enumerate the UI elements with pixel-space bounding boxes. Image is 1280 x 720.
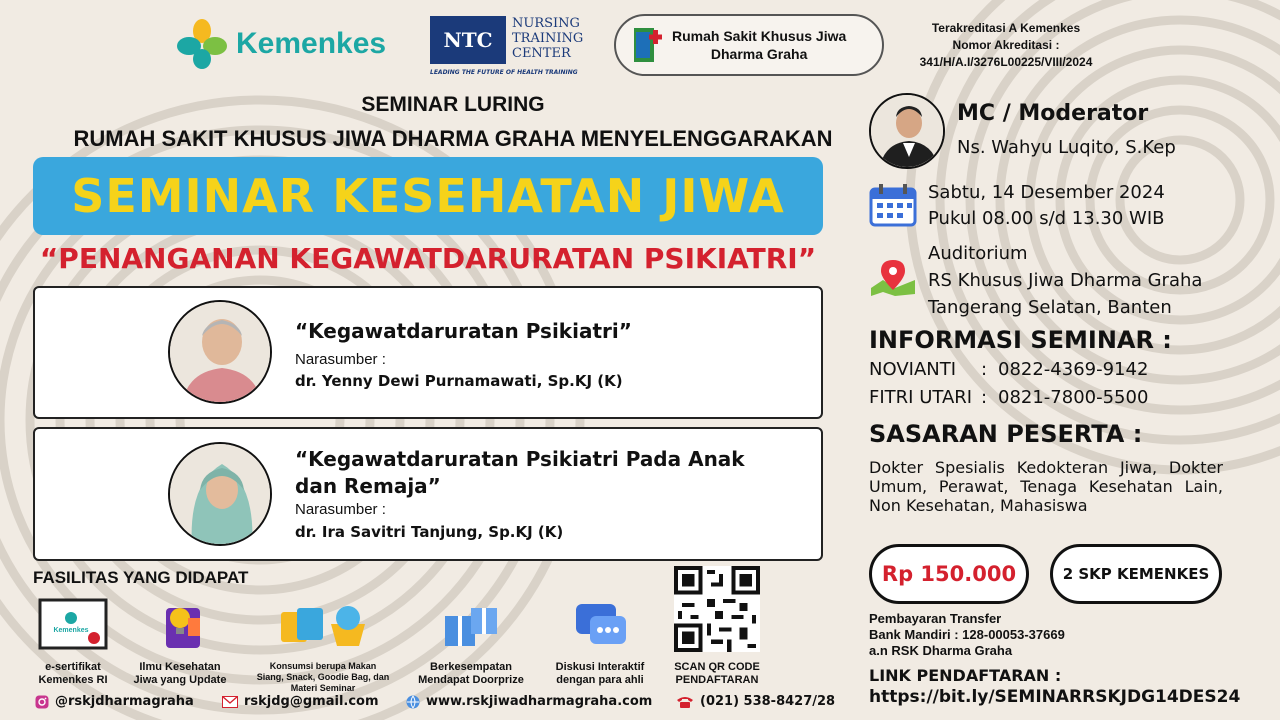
globe-icon xyxy=(406,695,420,709)
qr-code-icon[interactable] xyxy=(674,566,760,652)
hospital-badge xyxy=(614,14,884,76)
location-pin-icon xyxy=(869,258,917,298)
facility-doorprize xyxy=(406,598,536,687)
facility-label-1b: Kemenkes RI xyxy=(38,674,108,686)
speaker-card-2 xyxy=(33,427,823,561)
account-holder: a.n RSK Dharma Graha xyxy=(869,643,1013,658)
ntc-tagline: LEADING THE FUTURE OF HEALTH TRAINING xyxy=(430,69,578,76)
ntc-line-2: TRAINING xyxy=(512,31,584,46)
ntc-emblem: NTC xyxy=(430,16,506,64)
info-title: INFORMASI SEMINAR : xyxy=(869,326,1172,354)
speaker-1-photo xyxy=(168,300,272,404)
facility-consumption xyxy=(244,598,402,694)
facility-certificate xyxy=(26,598,120,687)
ntc-logo xyxy=(430,16,584,76)
location-line-3: Tangerang Selatan, Banten xyxy=(928,297,1172,318)
gift-icon xyxy=(439,598,503,650)
facility-label-3c: Materi Seminar xyxy=(290,683,356,693)
certificate-icon-label: Kemenkes xyxy=(53,627,89,634)
qr-label-1: SCAN QR CODE xyxy=(674,661,760,673)
facility-discussion xyxy=(538,598,662,687)
food-bag-icon xyxy=(273,598,373,650)
facility-label-2b: Jiwa yang Update xyxy=(133,674,227,686)
target-audience-text: Dokter Spesialis Kedokteran Jiwa, Dokter Umum, Perawat, Tenaga Kesehatan Lain, Non Kesehatan, Mahasiswa xyxy=(869,458,1223,515)
speaker-2-name: dr. Ira Savitri Tanjung, Sp.KJ (K) xyxy=(295,523,564,541)
speaker-1-name: dr. Yenny Dewi Purnamawati, Sp.KJ (K) xyxy=(295,372,623,390)
ntc-line-1: NURSING xyxy=(512,16,580,31)
skp-badge: 2 SKP KEMENKES xyxy=(1050,544,1222,604)
main-title-banner xyxy=(33,157,823,235)
payment-info xyxy=(869,611,1065,659)
telephone-icon xyxy=(676,695,694,709)
moderator-name: Ns. Wahyu Luqito, S.Kep xyxy=(957,137,1176,158)
contact-2-phone: 0821-7800-5500 xyxy=(998,387,1149,408)
seminar-type: SEMINAR LURING xyxy=(361,93,545,116)
facilities-title: FASILITAS YANG DIDAPAT xyxy=(33,568,249,587)
facility-label-5a: Diskusi Interaktif xyxy=(555,661,645,673)
bank-account: Bank Mandiri : 128-00053-37669 xyxy=(869,627,1065,642)
contact-2-separator: : xyxy=(981,387,988,408)
event-date: Sabtu, 14 Desember 2024 xyxy=(928,182,1165,203)
facility-label-1a: e-sertifikat xyxy=(45,661,101,673)
organizer-line: RUMAH SAKIT KHUSUS JIWA DHARMA GRAHA MENYELENGGARAKAN xyxy=(73,126,833,151)
chat-bubble-icon xyxy=(568,598,632,650)
mail-icon xyxy=(222,696,238,708)
footer-email[interactable] xyxy=(222,694,379,709)
email-address: rskjdg@gmail.com xyxy=(244,694,379,709)
hospital-logo-icon xyxy=(634,26,664,64)
ntc-line-3: CENTER xyxy=(512,46,571,61)
certificate-icon xyxy=(38,598,108,650)
website-url: www.rskjiwadharmagraha.com xyxy=(426,694,653,709)
kemenkes-wordmark: Kemenkes xyxy=(236,27,387,60)
accreditation-info xyxy=(886,20,1126,71)
hospital-name-line-1: Rumah Sakit Khusus Jiwa xyxy=(672,28,847,44)
accreditation-line-2: Nomor Akreditasi : xyxy=(952,38,1060,52)
speaker-1-label: Narasumber : xyxy=(295,351,386,368)
main-title: SEMINAR KESEHATAN JIWA xyxy=(71,169,785,223)
footer-phone[interactable] xyxy=(676,694,835,709)
registration-link[interactable]: https://bit.ly/SEMINARRSKJDG14DES24 xyxy=(869,687,1241,707)
event-schedule xyxy=(928,180,1165,232)
moderator-photo xyxy=(869,93,945,169)
facility-label-3a: Konsumsi berupa Makan xyxy=(269,661,377,671)
footer-instagram[interactable] xyxy=(35,694,194,709)
facility-label-2a: Ilmu Kesehatan xyxy=(139,661,221,673)
speaker-2-topic-line-2: dan Remaja” xyxy=(295,474,441,498)
event-location xyxy=(928,240,1202,321)
hospital-name-line-2: Dharma Graha xyxy=(710,46,808,62)
event-time: Pukul 08.00 s/d 13.30 WIB xyxy=(928,208,1165,229)
moderator-role: MC / Moderator xyxy=(957,101,1149,126)
speaker-2-label: Narasumber : xyxy=(295,501,386,518)
speaker-2-photo xyxy=(168,442,272,546)
speaker-1-topic: “Kegawatdaruratan Psikiatri” xyxy=(295,319,632,343)
contact-2-name: FITRI UTARI xyxy=(869,387,973,408)
accreditation-number: 341/H/A.I/3276L00225/VIII/2024 xyxy=(919,55,1093,69)
facility-knowledge xyxy=(118,598,242,687)
calendar-icon xyxy=(869,183,917,227)
target-audience-title: SASARAN PESERTA : xyxy=(869,420,1143,448)
kemenkes-logo xyxy=(176,18,386,70)
location-line-1: Auditorium xyxy=(928,243,1028,264)
instagram-icon xyxy=(35,695,49,709)
qr-label-2: PENDAFTARAN xyxy=(675,674,759,686)
phone-number: (021) 538-8427/28 xyxy=(700,694,836,709)
registration-title: LINK PENDAFTARAN : xyxy=(869,666,1062,685)
lightbulb-icon xyxy=(148,598,212,650)
kemenkes-flower-icon xyxy=(176,18,228,70)
facility-label-4a: Berkesempatan xyxy=(430,661,512,673)
facility-label-4b: Mendapat Doorprize xyxy=(418,674,524,686)
speaker-card-1 xyxy=(33,286,823,419)
footer-website[interactable] xyxy=(406,694,652,709)
contact-1-name: NOVIANTI xyxy=(869,359,957,380)
facility-label-3b: Siang, Snack, Goodie Bag, dan xyxy=(256,672,390,682)
contact-1-separator: : xyxy=(981,359,988,380)
instagram-handle: @rskjdharmagraha xyxy=(55,694,194,709)
price-badge: Rp 150.000 xyxy=(869,544,1029,604)
location-line-2: RS Khusus Jiwa Dharma Graha xyxy=(928,270,1203,291)
seminar-subtitle: “PENANGANAN KEGAWATDARURATAN PSIKIATRI” xyxy=(39,242,817,275)
accreditation-line-1: Terakreditasi A Kemenkes xyxy=(931,21,1081,35)
facility-label-5b: dengan para ahli xyxy=(556,674,644,686)
speaker-2-topic-line-1: “Kegawatdaruratan Psikiatri Pada Anak xyxy=(295,447,745,471)
payment-method: Pembayaran Transfer xyxy=(869,611,1002,626)
registration-qr[interactable] xyxy=(664,566,770,687)
contact-1-phone: 0822-4369-9142 xyxy=(998,359,1149,380)
